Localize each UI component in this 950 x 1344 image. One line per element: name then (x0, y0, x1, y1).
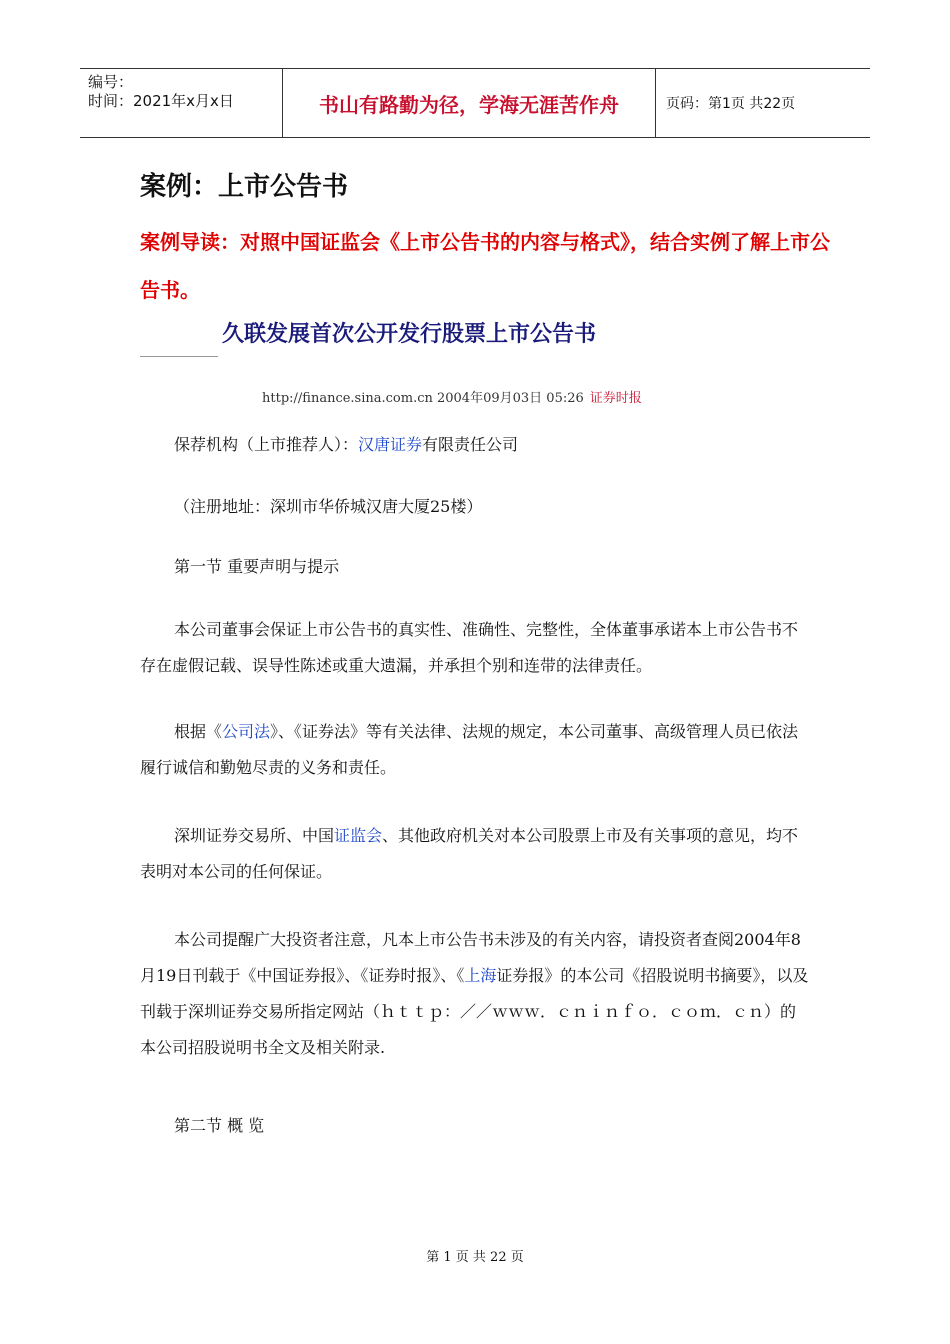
time-label: 时间：2021年x月x日 (88, 92, 234, 110)
page-footer: 第 1 页 共 22 页 (426, 1250, 524, 1265)
shanghai-link[interactable]: 上海 (464, 966, 497, 985)
p3-text-a: 深圳证券交易所、中国 (174, 826, 335, 845)
motto: 书山有路勤为径，学海无涯苦作舟 (282, 69, 656, 137)
doc-title: 久联发展首次公开发行股票上市公告书 (222, 322, 597, 347)
source-name-link[interactable]: 证券时报 (589, 391, 642, 406)
section1-title: 第一节 重要声明与提示 (174, 557, 340, 576)
address-line: （注册地址：深圳市华侨城汉唐大厦25楼） (174, 497, 483, 516)
sponsor-link[interactable]: 汉唐证券 (358, 435, 423, 454)
paragraph-3 (140, 818, 810, 890)
sponsor-suffix: 有限责任公司 (422, 435, 519, 454)
p4-text-b: 证券报》的本公司《招股说明书摘要》，以及刊载于深圳证券交易所指定网站（ｈｔｔｐ：／／ｗｗｗ．ｃｎｉｎｆｏ．ｃｏｍ．ｃｎ）的本公司招股说明书全文及相关附录. (140, 966, 809, 1057)
case-lead: 案例导读：对照中国证监会《上市公告书的内容与格式》，结合实例了解上市公告书。 (140, 230, 830, 302)
case-title: 案例：上市公告书 (140, 172, 349, 202)
divider (140, 356, 218, 357)
page-info: 页码：第1页 共22页 (666, 96, 796, 112)
header-table (80, 68, 870, 138)
p2-text-a: 根据《 (174, 722, 223, 741)
source-meta: http://finance.sina.com.cn 2004年09月03日 05:26 (262, 391, 584, 406)
p4-text-a: 本公司提醒广大投资者注意，凡本上市公告书未涉及的有关内容，请投资者查阅2004年8月19日刊载于《中国证券报》、《证券时报》、《 (140, 930, 801, 985)
sponsor-prefix: 保荐机构（上市推荐人）： (174, 435, 359, 454)
company-law-link[interactable]: 公司法 (222, 722, 271, 741)
csrc-link[interactable]: 证监会 (334, 826, 383, 845)
header-left-cell (80, 69, 282, 137)
number-label: 编号： (88, 73, 134, 91)
p3-text-b: 、其他政府机关对本公司股票上市及有关事项的意见，均不表明对本公司的任何保证。 (140, 826, 799, 881)
sponsor-line (140, 427, 810, 463)
paragraph-1: 本公司董事会保证上市公告书的真实性、准确性、完整性，全体董事承诺本上市公告书不存在虚假记载、误导性陈述或重大遗漏，并承担个别和连带的法律责任。 (140, 620, 799, 675)
paragraph-2 (140, 714, 810, 786)
source-line (262, 387, 642, 406)
p2-text-b: 》、《证券法》等有关法律、法规的规定，本公司董事、高级管理人员已依法履行诚信和勤勉尽责的义务和责任。 (140, 722, 799, 777)
section2-title: 第二节 概 览 (174, 1116, 265, 1135)
paragraph-4 (140, 922, 810, 1066)
